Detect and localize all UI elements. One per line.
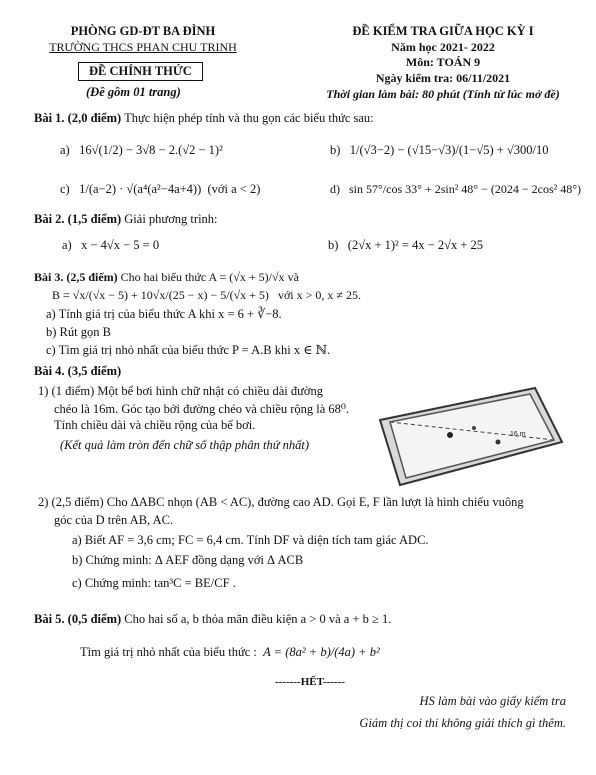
- bai2-prompt: Giải phương trình:: [124, 212, 218, 226]
- bai2-a: [62, 238, 159, 253]
- bai4-p1-note: (Kết quả làm tròn đến chữ số thập phân thứ nhất): [60, 438, 310, 452]
- pool-swimmer-3: [496, 440, 501, 445]
- bai3-and: và: [287, 270, 299, 284]
- exam-duration: Thời gian làm bài: 80 phút (Tính từ lúc mở đề): [326, 87, 560, 101]
- exam-date: Ngày kiểm tra: 06/11/2021: [375, 71, 511, 85]
- bai3-c: c) Tìm giá trị nhỏ nhất của biểu thức P = A.B khi x ∈ ℕ.: [46, 343, 331, 357]
- bai1-c-expr: 1/(a−2) · √(a⁴(a²−4a+4)): [79, 182, 202, 196]
- bai4-p1-line3: Tính chiều dài và chiều rộng của bể bơi.: [54, 418, 256, 432]
- bai5-find-text: Tìm giá trị nhỏ nhất của biểu thức :: [80, 645, 257, 659]
- bai5-prompt: Cho hai số a, b thỏa mãn điều kiện a > 0 và a + b ≥ 1.: [124, 612, 392, 626]
- bai4-p2-c-prefix: c) Chứng minh:: [72, 576, 151, 590]
- pool-illustration: [370, 380, 565, 490]
- bai4-title: Bài 4. (3,5 điểm): [34, 364, 122, 378]
- school-name-text: TRƯỜNG THCS PHAN CHU TRINH: [49, 40, 237, 54]
- bai3-a: a) Tính giá trị của biểu thức A khi x = 6 + ∛−8.: [46, 307, 282, 321]
- pool-svg: [370, 380, 565, 490]
- bai3-heading: [34, 270, 299, 285]
- bai5-find: [80, 645, 380, 660]
- bai1-heading: [34, 111, 374, 126]
- pool-swimmer-2: [472, 426, 476, 430]
- bai2-b-label: b): [328, 238, 339, 252]
- footer-note-1: HS làm bài vào giấy kiểm tra: [419, 694, 566, 708]
- bai3-B-line: [52, 288, 361, 303]
- official-badge: ĐỀ CHÍNH THỨC: [78, 62, 203, 81]
- bai5-heading: [34, 612, 391, 627]
- bai4-p2-a: a) Biết AF = 3,6 cm; FC = 6,4 cm. Tính DF và diện tích tam giác ADC.: [72, 533, 429, 547]
- bai1-b-expr: 1/(√3−2) − (√15−√3)/(1−√5) + √300/10: [349, 143, 549, 157]
- bai3-A-expr: A = (√x + 5)/√x: [208, 270, 285, 284]
- bai1-b: [330, 143, 549, 158]
- bai1-d-label: d): [330, 182, 340, 196]
- exam-title: ĐỀ KIỂM TRA GIỮA HỌC KỲ I: [352, 24, 534, 38]
- bai1-a-expr: 16√(1/2) − 3√8 − 2.(√2 − 1)²: [79, 143, 223, 157]
- bai1-a-label: a): [60, 143, 70, 157]
- footer-note-2: Giám thị coi thi không giải thích gì thêm.: [359, 716, 566, 730]
- bai4-p2-c: [72, 576, 236, 591]
- bai3-prompt: Cho hai biểu thức: [120, 270, 207, 284]
- bai4-p2-line1: 2) (2,5 điểm) Cho ΔABC nhọn (AB < AC), đường cao AD. Gọi E, F lần lượt là hình chiếu vuông: [38, 495, 524, 509]
- bai3-B-expr: B = √x/(√x − 5) + 10√x/(25 − x) − 5/(√x + 5): [52, 288, 269, 302]
- pool-length-label: 16 m: [510, 431, 526, 438]
- bai1-d: [330, 182, 581, 197]
- bai3-b: b) Rút gọn B: [46, 325, 111, 339]
- pool-swimmer-1: [447, 432, 453, 438]
- bai1-prompt: Thực hiện phép tính và thu gọn các biểu thức sau:: [124, 111, 374, 125]
- bai4-p1-line1: 1) (1 điểm) Một bể bơi hình chữ nhật có chiều dài đường: [38, 384, 324, 398]
- bai1-c-cond: (với a < 2): [207, 182, 261, 196]
- bai3-title: Bài 3. (2,5 điểm): [34, 270, 118, 284]
- bai1-c: [60, 182, 260, 197]
- bai2-b: [328, 238, 483, 253]
- bai4-p2-b: b) Chứng minh: Δ AEF đồng dạng với Δ ACB: [72, 553, 304, 567]
- bai1-c-label: c): [60, 182, 70, 196]
- bai5-title: Bài 5. (0,5 điểm): [34, 612, 122, 626]
- bai2-b-expr: (2√x + 1)² = 4x − 2√x + 25: [347, 238, 484, 252]
- end-marker: -------HẾT------: [275, 676, 345, 688]
- school-year: Năm học 2021- 2022: [391, 40, 495, 54]
- school-name: [38, 40, 248, 55]
- bai2-a-expr: x − 4√x − 5 = 0: [81, 238, 160, 252]
- bai4-p2-c-expr: tan³C = BE/CF .: [154, 576, 236, 590]
- bai1-a: [60, 143, 223, 158]
- bai4-p2-line2: góc của D trên AB, AC.: [54, 513, 174, 527]
- bai2-heading: [34, 212, 218, 227]
- subject: Môn: TOÁN 9: [405, 55, 481, 69]
- bai1-title: Bài 1. (2,0 điểm): [34, 111, 122, 125]
- bai4-p1-line2: chéo là 16m. Góc tạo bởi đường chéo và chiều rộng là 68⁰.: [54, 402, 350, 416]
- bai5-expr: A = (8a² + b)/(4a) + b²: [263, 645, 380, 659]
- bai1-b-label: b): [330, 143, 341, 157]
- bai1-d-expr: sin 57°/cos 33° + 2sin² 48° − (2024 − 2cos² 48°): [349, 182, 582, 196]
- bai2-a-label: a): [62, 238, 72, 252]
- dept-name: PHÒNG GD-ĐT BA ĐÌNH: [70, 24, 216, 38]
- bai2-title: Bài 2. (1,5 điểm): [34, 212, 122, 226]
- bai3-cond: với x > 0, x ≠ 25.: [277, 288, 361, 302]
- page-count: (Đề gồm 01 trang): [86, 85, 181, 99]
